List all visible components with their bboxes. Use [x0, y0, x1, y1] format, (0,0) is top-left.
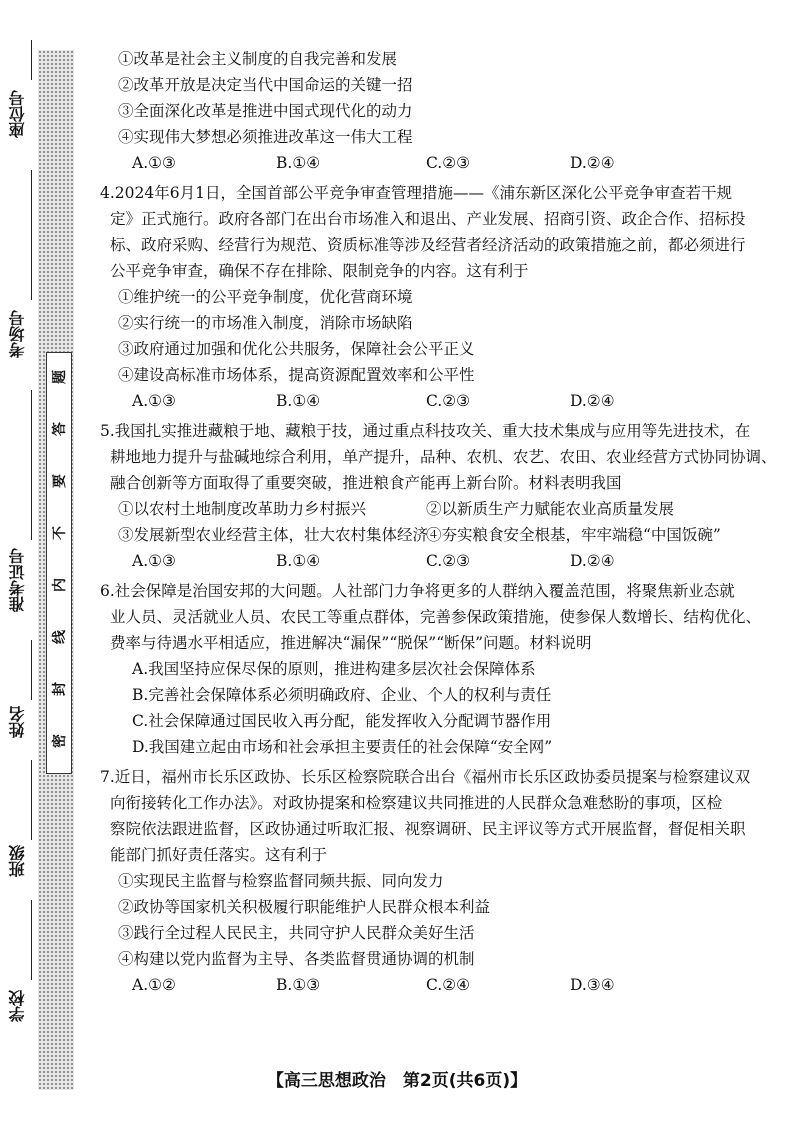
q5-options: [110, 548, 770, 574]
seal-char: 要: [52, 474, 68, 488]
option-a: A.①③: [132, 154, 176, 172]
option-a: A.我国坚持应保尽保的原则，推进构建多层次社会保障体系: [132, 660, 536, 678]
seal-char: 封: [52, 682, 68, 696]
seal-char: 答: [52, 422, 68, 436]
q6-stem: 业人员、灵活就业人员、农民工等重点群体，完善参保政策措施，使参保人数增长、结构优化、: [110, 608, 762, 626]
q3-item: ①改革是社会主义制度的自我完善和发展: [118, 50, 398, 68]
q5-items-row: [110, 522, 770, 548]
option-a: A.①②: [132, 976, 176, 994]
option-d: D.③④: [570, 976, 615, 994]
option-b: B.①④: [276, 392, 321, 410]
q3-options: [110, 150, 770, 176]
q5-stem: 耕地地力提升与盐碱地综合利用，单产提升，品种、农机、农艺、农田、农业经营方式协同协调、: [110, 448, 777, 466]
seal-char: 密: [52, 734, 68, 748]
q5-items-row: [110, 496, 770, 522]
option-c: C.②③: [426, 154, 471, 172]
q7-stem: 察院依法跟进监督，区政协通过听取汇报、视察调研、民主评议等方式开展监督，督促相关职: [110, 820, 746, 838]
option-b: B.①③: [276, 976, 321, 994]
class-line: [31, 760, 32, 840]
school-line: [31, 900, 32, 980]
q7-stem: 7.近日，福州市长乐区政协、长乐区检察院联合出台《福州市长乐区政协委员提案与检察建议双: [100, 768, 751, 786]
option-d: D.②④: [570, 552, 615, 570]
option-c: C.②③: [426, 392, 471, 410]
school-label: 学校: [8, 990, 27, 1022]
q4-item: ②实行统一的市场准入制度，消除市场缺陷: [118, 314, 413, 332]
option-d: D.②④: [570, 392, 615, 410]
option-d: D.②④: [570, 154, 615, 172]
option-a: A.①③: [132, 392, 176, 410]
q4-stem: 公平竞争审查，确保不存在排除、限制竞争的内容。这有利于: [110, 262, 529, 280]
q7-item: ④构建以党内监督为主导、各类监督贯通协调的机制: [118, 950, 475, 968]
seat-line: [31, 40, 32, 80]
room-label: 考场号: [8, 310, 27, 358]
option-c: C.社会保障通过国民收入再分配，能发挥收入分配调节器作用: [132, 712, 552, 730]
seal-char: 不: [52, 526, 68, 540]
q3-item: ③全面深化改革是推进中国式现代化的动力: [118, 102, 413, 120]
class-label: 班级: [8, 845, 27, 877]
question-4: [100, 180, 770, 414]
ticket-label: 准考证号: [8, 548, 27, 612]
q6-stem: 费率与待遇水平相适应，推进解决“漏保”“脱保”“断保”问题。材料说明: [110, 634, 592, 652]
q7-stem: 向衔接转化工作办法》。对政协提案和检察建议共同推进的人民群众急难愁盼的事项，区检: [110, 794, 723, 812]
name-line: [31, 640, 32, 700]
option-b: B.完善社会保障体系必须明确政府、企业、个人的权利与责任: [132, 686, 552, 704]
seal-char: 线: [52, 630, 68, 644]
q4-stem: 标、政府采购、经营行为规范、资质标准等涉及经营者经济活动的政策措施之前，都必须进行: [110, 236, 746, 254]
q7-item: ③践行全过程人民民主，共同守护人民群众美好生活: [118, 924, 475, 942]
q3-item: ④实现伟大梦想必须推进改革这一伟大工程: [118, 128, 413, 146]
q4-stem: 定》正式施行。政府各部门在出台市场准入和退出、产业发展、招商引资、政企合作、招标投: [110, 210, 746, 228]
seal-box: [46, 352, 72, 774]
option-b: B.①④: [276, 154, 321, 172]
question-6: [100, 578, 770, 760]
q5-item: ②以新质生产力赋能农业高质量发展: [426, 500, 675, 518]
q4-options: [110, 388, 770, 414]
option-c: C.②③: [426, 552, 471, 570]
seal-char: 内: [52, 578, 68, 592]
option-a: A.①③: [132, 552, 176, 570]
q4-item: ④建设高标准市场体系，提高资源配置效率和公平性: [118, 366, 475, 384]
q4-item: ③政府通过加强和优化公共服务，保障社会公平正义: [118, 340, 475, 358]
q5-stem: 融合创新等方面取得了重要突破，推进粮食产能再上新台阶。材料表明我国: [110, 474, 622, 492]
q4-stem: 4.2024年6月1日，全国首部公平竞争审查管理措施——《浦东新区深化公平竞争审查若干规: [100, 184, 732, 202]
binding-margin: [0, 0, 40, 1123]
option-b: B.①④: [276, 552, 321, 570]
q7-stem: 能部门抓好责任落实。这有利于: [110, 846, 328, 864]
question-5: [100, 418, 777, 574]
q3-item: ②改革开放是决定当代中国命运的关键一招: [118, 76, 413, 94]
question-7: [100, 764, 770, 998]
seat-label: 座位号: [8, 90, 27, 138]
q7-item: ②政协等国家机关积极履行职能维护人民群众根本利益: [118, 898, 491, 916]
q5-item: ①以农村土地制度改革助力乡村振兴: [118, 500, 367, 518]
seal-char: 题: [52, 370, 68, 384]
q5-item: ④夯实粮食安全根基，牢牢端稳“中国饭碗”: [426, 526, 721, 544]
q6-stem: 6.社会保障是治国安邦的大问题。人社部门力争将更多的人群纳入覆盖范围，将聚焦新业态就: [100, 582, 735, 600]
q7-item: ①实现民主监督与检察监督同频共振、同向发力: [118, 872, 444, 890]
q5-item: ③发展新型农业经营主体，壮大农村集体经济: [118, 526, 429, 544]
room-line: [31, 170, 32, 300]
ticket-line: [31, 390, 32, 540]
name-label: 姓名: [8, 706, 27, 738]
question-3-tail: [110, 46, 770, 176]
exam-content: [100, 46, 777, 998]
q7-options: [110, 972, 770, 998]
option-d: D.我国建立起由市场和社会承担主要责任的社会保障“安全网”: [132, 738, 553, 756]
page-footer: 【高三思想政治 第2页(共6页)】: [266, 1071, 528, 1091]
q5-stem: 5.我国扎实推进藏粮于地、藏粮于技，通过重点科技攻关、重大技术集成与应用等先进技术，在: [100, 422, 751, 440]
q4-item: ①维护统一的公平竞争制度，优化营商环境: [118, 288, 413, 306]
option-c: C.②④: [426, 976, 471, 994]
